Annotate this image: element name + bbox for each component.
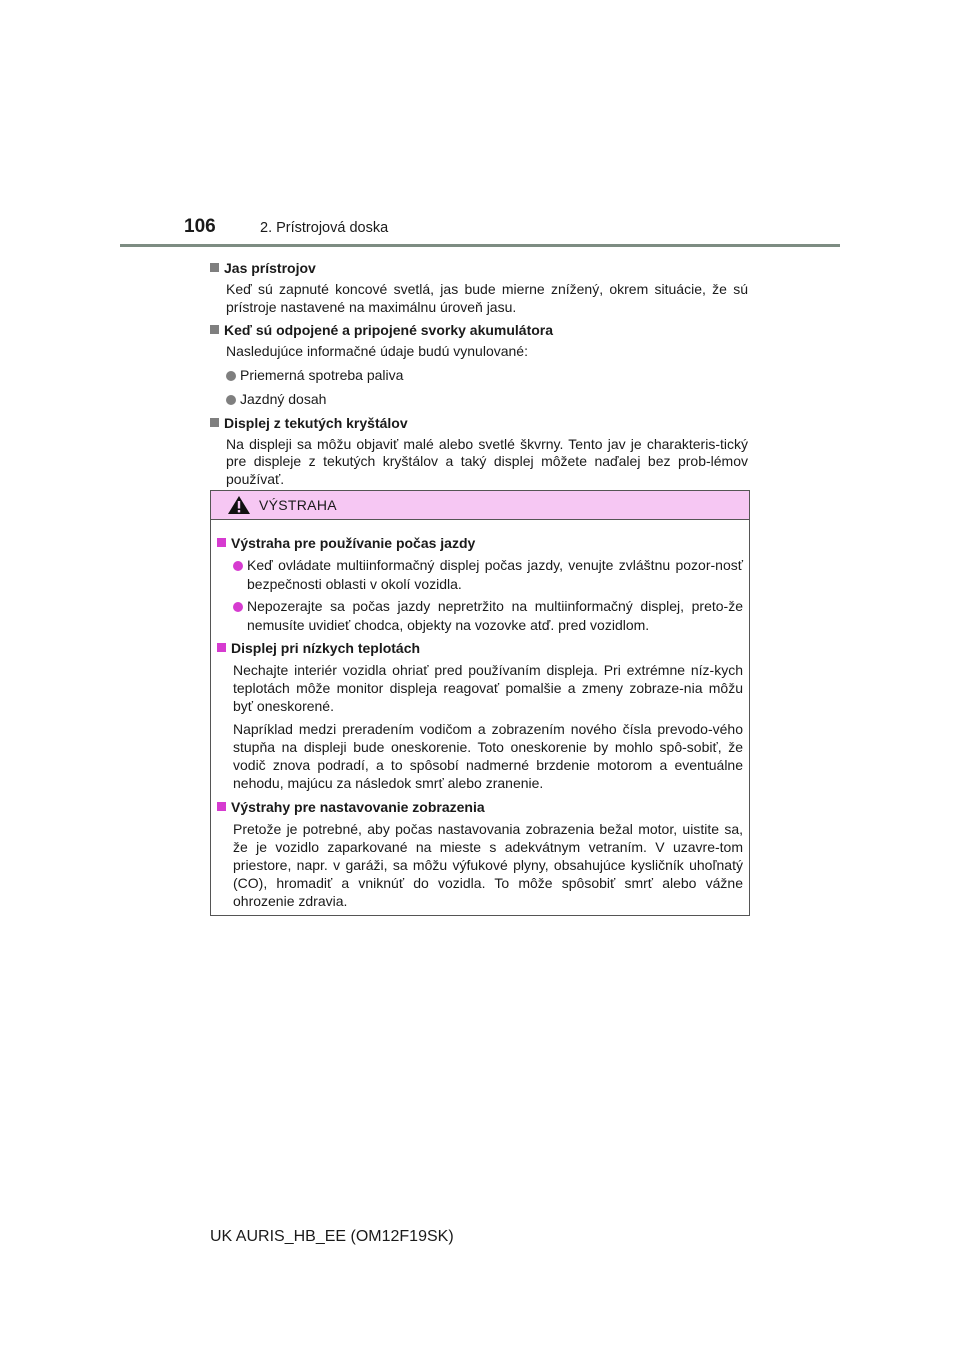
warning-triangle-icon (227, 495, 251, 515)
section-text: Na displeji sa môžu objaviť malé alebo svetlé škvrny. Tento jav je charakteris-tický pre displeje z tekutých kryštálov a taký displej môžete naďalej bez prob-lémov používať. (226, 435, 748, 487)
warning-text: Napríklad medzi preradením vodičom a zobrazením nového čísla prevodo-vého stupňa na displeji bude oneskorenie. Toto oneskorenie by mohlo spô-sobiť, že vodič znova podradí, a to spôsobí nadmerné brzdenie motorom a eventuálne nehodu, majúcu za následok smrť alebo zranenie. (233, 721, 743, 791)
warning-label: VÝSTRAHA (259, 497, 337, 513)
square-bullet-icon (217, 538, 226, 547)
list-item: Priemerná spotreba paliva (226, 365, 748, 385)
warning-text: Pretože je potrebné, aby počas nastavovania zobrazenia bežal motor, uistite sa, že je vozidlo zaparkované na mieste s adekvátnym vetraním. V uzavre-tom priestore, napr. v garáži, sa môžu výfukové plyny, obsahujúce kysličník uhoľnatý (CO), hromadiť a vniknúť do vozidla. To môže spôsobiť smrť alebo vážne ohrozenie zdravia. (233, 821, 743, 909)
square-bullet-icon (217, 643, 226, 652)
circle-bullet-icon (226, 395, 236, 405)
section-heading: Keď sú odpojené a pripojené svorky akumulátora (210, 320, 748, 340)
list-item: Jazdný dosah (226, 389, 748, 409)
square-bullet-icon (217, 802, 226, 811)
section-heading: Jas prístrojov (210, 258, 748, 278)
square-bullet-icon (210, 325, 219, 334)
chapter-title: 2. Prístrojová doska (260, 220, 389, 236)
circle-bullet-icon (233, 602, 243, 612)
warning-header (211, 491, 749, 520)
warning-body (211, 520, 749, 910)
square-bullet-icon (210, 418, 219, 427)
section-text: Nasledujúce informačné údaje budú vynulované: (226, 343, 528, 359)
warning-list-item: Keď ovládate multiinformačný displej počas jazdy, venujte zvláštnu pozor-nosť bezpečnosti oblasti v okolí vozidla. (233, 556, 743, 594)
warning-text: Nechajte interiér vozidla ohriať pred používaním displeja. Pri extrémne níz-kych teplotách môže monitor displeja reagovať pomalšie a zmeny zobraze-nia môžu byť oneskorené. (233, 662, 743, 714)
section-heading: Displej z tekutých kryštálov (210, 413, 748, 433)
section-text: Keď sú zapnuté koncové svetlá, jas bude mierne znížený, okrem situácie, že sú prístroje nastavené na maximálnu úroveň jasu. (226, 281, 748, 315)
main-content (210, 254, 748, 490)
warning-list-item: Nepozerajte sa počas jazdy nepretržito na multiinformačný displej, preto-že nemusíte uvidieť chodca, objekty na vozovke atď. pred vozidlom. (233, 597, 743, 635)
warning-box (210, 490, 750, 916)
square-bullet-icon (210, 263, 219, 272)
model-code: UK AURIS_HB_EE (OM12F19SK) (210, 1228, 454, 1245)
page-number: 106 (184, 216, 216, 237)
warning-section-heading: Výstrahy pre nastavovanie zobrazenia (217, 797, 743, 817)
warning-section-heading: Displej pri nízkych teplotách (217, 638, 743, 658)
warning-section-heading: Výstraha pre používanie počas jazdy (217, 533, 743, 553)
header-rule (120, 244, 840, 247)
circle-bullet-icon (226, 371, 236, 381)
circle-bullet-icon (233, 561, 243, 571)
